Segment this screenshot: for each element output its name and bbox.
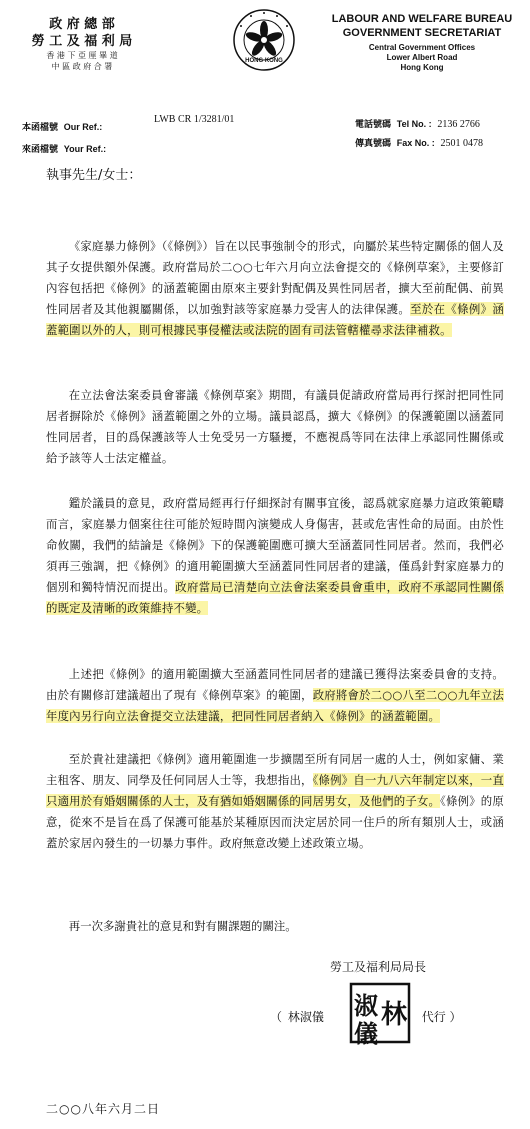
header-right-line1: LABOUR AND WELFARE BUREAU	[331, 13, 513, 25]
close-paren: ）	[449, 1010, 462, 1024]
our-ref	[22, 120, 102, 133]
tel-value: 2136 2766	[437, 119, 480, 130]
header-left-line2: 勞 工 及 福 利 局	[31, 34, 133, 49]
fax-label-en: Fax No. :	[396, 138, 435, 148]
seal-char-1: 淑	[354, 991, 378, 1020]
paragraph-5-text: 至於貴社建議把《條例》適用範圍進一步擴闊至所有同居一處的人士，例如家傭、業主租客、朋友、同學及任何同居人士等，我想指出，	[46, 752, 504, 787]
on-behalf: 代行	[421, 1010, 446, 1024]
salutation: 執事先生/女士：	[46, 168, 142, 183]
bureau-name-chinese	[22, 16, 142, 72]
fax-label-zh: 傳真號碼	[355, 139, 392, 149]
fax-value: 2501 0478	[440, 138, 483, 149]
header-left-line1: 政 府 總 部	[49, 17, 115, 32]
your-ref	[22, 142, 106, 155]
paragraph-1-highlight: 至於在《條例》涵蓋範圍以外的人，則可根據民事侵權法或法院的固有司法管轄權尋求法律補救。	[46, 302, 504, 337]
seal-char-2: 林	[381, 1000, 408, 1030]
header-right-line4: Lower Albert Road	[386, 53, 458, 62]
paragraph-1-text: 《家庭暴力條例》（《條例》）旨在以民事強制令的形式，向屬於某些特定關係的個人及其子女提供額外保護。政府當局於二○○七年六月向立法會提交的《條例草案》，主要修訂內容包括把《條例》的涵蓋範圍由原來主要針對配偶及異性同居者，擴大至前配偶、前異性同居者及其他親屬關係，以加強對該等家庭暴力受害人的法律保護。	[46, 239, 504, 316]
paragraph-4-highlight: 政府將會於二○○八至二○○九年立法年度內另行向立法會提交立法建議，把同性同居者納入《條例》的涵蓋範圍。	[46, 688, 504, 723]
seal-char-3: 儀	[354, 1019, 378, 1048]
paragraph-2-text: 在立法會法案委員會審議《條例草案》期間，有議員促請政府當局再行探討把同性同居者摒除於《條例》涵蓋範圍之外的立場。議員認爲，擴大《條例》的保護範圍以涵蓋同性同居者，目的爲保護該等人士免受另一方騷擾，不應視爲等同在法律上承認同性關係或給予該等人士法定權益。	[46, 388, 504, 465]
header-right-line3: Central Government Offices	[368, 43, 476, 52]
paragraph-5	[46, 749, 504, 854]
letter-date: 二○○八年六月二日	[46, 1102, 160, 1116]
your-ref-label-en: Your Ref.:	[63, 144, 107, 154]
paragraph-1	[46, 236, 504, 341]
paragraph-2	[46, 385, 504, 469]
emblem-caption: HONG KONG	[245, 58, 283, 64]
header-left-line3: 香 港 下 亞 厘 畢 道	[46, 51, 118, 60]
header-right-line5: Hong Kong	[400, 63, 444, 72]
our-ref-label-zh: 本函檔號	[22, 123, 59, 133]
signatory-name: 林淑儀	[287, 1010, 324, 1024]
bureau-name-english	[322, 12, 522, 73]
fax-number	[355, 136, 483, 149]
paragraph-4	[46, 664, 504, 727]
tel-number	[355, 117, 480, 130]
paragraph-3	[46, 493, 504, 619]
paragraph-3-highlight: 政府當局已清楚向立法會法案委員會重申，政府不承認同性關係的既定及清晰的政策維持不變。	[46, 580, 505, 615]
header-left-line4: 中 區 政 府 合 署	[51, 62, 113, 71]
our-ref-value: LWB CR 1/3281/01	[154, 114, 235, 125]
open-paren: （	[270, 1010, 283, 1024]
your-ref-label-zh: 來函檔號	[22, 145, 59, 155]
signatory-title: 勞工及福利局局長	[330, 960, 427, 974]
paragraph-3-text: 鑑於議員的意見，政府當局經再行仔細探討有關事宜後，認爲就家庭暴力這政策範疇而言，家庭暴力個案往往可能於短時間內演變成人身傷害，甚或危害性命的局面。由於性命攸關，我們的結論是《條例》下的保護範圍應可擴大至涵蓋同性同居者。然而，我們必須再三強調，把《條例》的適用範圍擴大至涵蓋同性同居者的建議，僅爲針對家庭暴力的個別和獨特情況而提出。	[46, 496, 504, 594]
our-ref-label-en: Our Ref.:	[63, 122, 103, 132]
paragraph-4-text: 上述把《條例》的適用範圍擴大至涵蓋同性同居者的建議已獲得法案委員會的支持。由於有關修訂建議超出了現有《條例草案》的範圍，	[46, 667, 504, 702]
signatory-line	[270, 1008, 462, 1025]
header-right-line2: GOVERNMENT SECRETARIAT	[342, 27, 502, 39]
paragraph-5-highlight: 《條例》自一九八六年制定以來，一直只適用於有婚姻關係的人士，及有猶如婚姻關係的同居男女，及他們的子女。	[46, 773, 504, 808]
tel-label-zh: 電話號碼	[355, 120, 392, 130]
hong-kong-regional-emblem-icon	[232, 8, 296, 72]
tel-label-en: Tel No. :	[396, 119, 432, 129]
paragraph-5-text-end: 《條例》的原意，從來不是旨在爲了保護可能基於某種原因而決定居於同一住戶的所有類別人士，或涵蓋於家居內發生的一切暴力事件。政府無意改變上述政策立場。	[46, 794, 504, 850]
closing-remark: 再一次多謝貴社的意見和對有關課題的關注。	[68, 919, 297, 933]
